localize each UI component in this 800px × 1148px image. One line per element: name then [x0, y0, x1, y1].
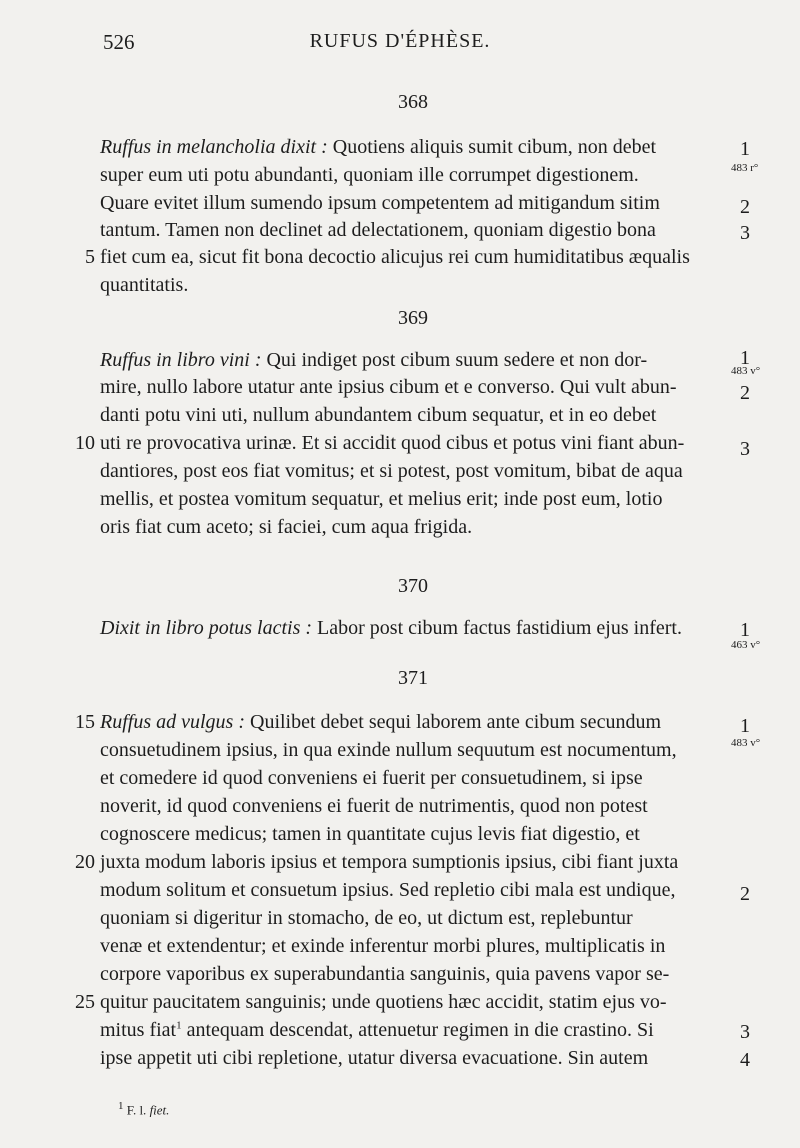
text-line: mitus fiat$^1$ antequam descendat, attenuetur regimen in die crastino. Si	[100, 1019, 654, 1041]
text-line: uti re provocativa urinæ. Et si accidit quod cibus et potus vini fiant abun-	[100, 432, 685, 454]
paragraph-number: 2	[740, 382, 750, 404]
paragraph-number: 3	[740, 438, 750, 460]
paragraph-number: 1	[740, 347, 750, 369]
text-line: super eum uti potu abundanti, quoniam ille corrumpet digestionem.	[100, 164, 639, 186]
text-line: quantitatis.	[100, 274, 189, 296]
paragraph-number: 1	[740, 715, 750, 737]
line-number: 20	[75, 851, 95, 873]
text-line: Ruffus in melancholia dixit : Quotiens aliquis sumit cibum, non debet	[100, 136, 657, 158]
text-line: mire, nullo labore utatur ante ipsius cibum et e converso. Qui vult abun-	[100, 376, 677, 398]
folio-ref: 483 v°	[731, 365, 761, 377]
paragraph-number: 2	[740, 196, 750, 218]
text-line: venæ et extendentur; et exinde inferentur morbi plures, multiplicatis in	[100, 935, 666, 957]
footnote-marker: 1	[176, 1019, 182, 1032]
page-number: 526	[103, 30, 135, 54]
text-line: quoniam si digeritur in stomacho, de eo, ut dictum est, replebuntur	[100, 907, 633, 929]
text-line: consuetudinem ipsius, in qua exinde nullum sequutum est nocumentum,	[100, 739, 677, 761]
line-number: 10	[75, 432, 95, 454]
text-line: ipse appetit uti cibi repletione, utatur diversa evacuatione. Sin autem	[100, 1047, 649, 1069]
text-line: dantiores, post eos fiat vomitus; et si potest, post vomitum, bibat de aqua	[100, 460, 683, 482]
footnote-variant: fiet.	[149, 1102, 170, 1118]
section-number-371: 371	[398, 667, 428, 689]
running-title: RUFUS D'ÉPHÈSE.	[309, 30, 491, 52]
paragraph-number: 3	[740, 222, 750, 244]
footnote-number: 1	[118, 1100, 124, 1112]
text-line: Quare evitet illum sumendo ipsum competentem ad mitigandum sitim	[100, 192, 660, 214]
text-line: cognoscere medicus; tamen in quantitate cujus levis fiat digestio, et	[100, 823, 640, 845]
text-line: tantum. Tamen non declinet ad delectationem, quoniam digestio bona	[100, 219, 656, 241]
paragraph-number: 1	[740, 619, 750, 641]
text-line: et comedere id quod conveniens ei fuerit per consuetudinem, si ipse	[100, 767, 643, 789]
line-number: 5	[85, 246, 95, 268]
text-line: Dixit in libro potus lactis : Labor post cibum factus fastidium ejus infert.	[100, 617, 682, 639]
folio-ref: 483 r°	[731, 162, 759, 174]
folio-ref: 463 v°	[731, 639, 761, 651]
folio-ref: 483 v°	[731, 737, 761, 749]
line-number: 15	[75, 711, 95, 733]
section-number-370: 370	[398, 575, 428, 597]
text-line: oris fiat cum aceto; si faciei, cum aqua frigida.	[100, 516, 473, 538]
paragraph-number: 3	[740, 1021, 750, 1043]
text-line: noverit, id quod conveniens ei fuerit de nutrimentis, quod non potest	[100, 795, 648, 817]
footnote-text: F. l.	[126, 1102, 147, 1118]
paragraph-number: 1	[740, 138, 750, 160]
text-line: juxta modum laboris ipsius et tempora sumptionis ipsius, cibi fiant juxta	[100, 851, 679, 873]
text-line: Ruffus in libro vini : Qui indiget post cibum suum sedere et non dor-	[100, 349, 648, 371]
text-line: danti potu vini uti, nullum abundantem cibum sequatur, et in eo debet	[100, 404, 657, 426]
text-line: Ruffus ad vulgus : Quilibet debet sequi laborem ante cibum secundum	[100, 711, 661, 733]
text-line: quitur paucitatem sanguinis; unde quotiens hæc accidit, statim ejus vo-	[100, 991, 667, 1013]
text-line: mellis, et postea vomitum sequatur, et melius erit; inde post eum, lotio	[100, 488, 663, 510]
paragraph-number: 2	[740, 883, 750, 905]
line-number: 25	[75, 991, 95, 1013]
section-number-369: 369	[398, 307, 428, 329]
paragraph-number: 4	[740, 1049, 750, 1071]
text-line: corpore vaporibus ex superabundantia sanguinis, quia pavens vapor se-	[100, 963, 670, 985]
text-line: fiet cum ea, sicut fit bona decoctio alicujus rei cum humiditatibus æqualis	[100, 246, 690, 268]
text-line: modum solitum et consuetum ipsius. Sed repletio cibi mala est undique,	[100, 879, 676, 901]
section-number-368: 368	[398, 91, 428, 113]
footnote	[118, 1100, 169, 1118]
